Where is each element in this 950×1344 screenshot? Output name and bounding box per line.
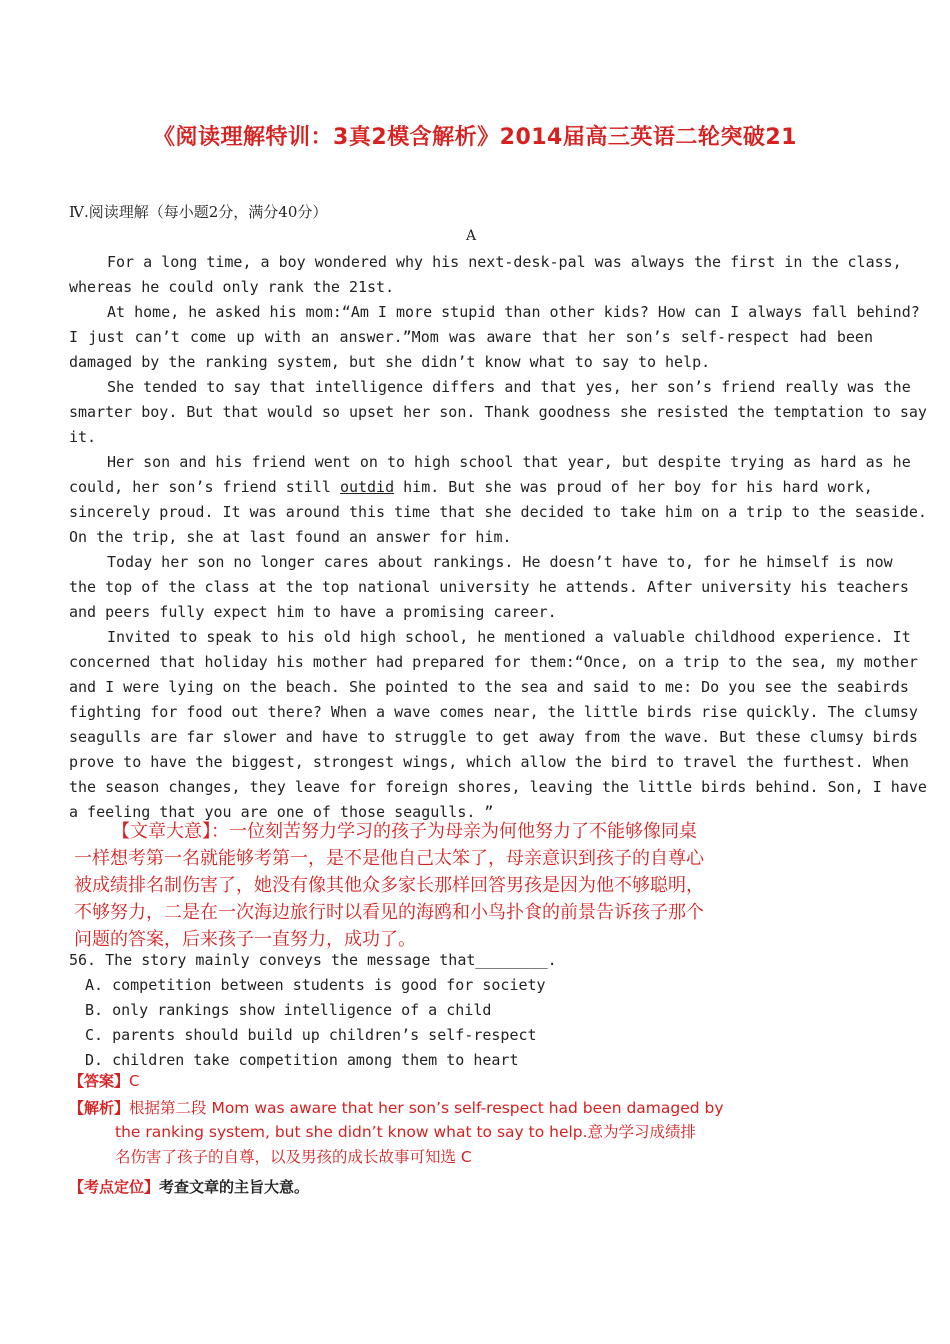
summary-text: ：一位刻苦努力学习的孩子为母亲为何他努力了不能够像同桌 [211, 821, 697, 842]
passage-line: concerned that holiday his mother had prepared for them:“Once, on a trip to the sea, my mother [69, 653, 918, 671]
passage-line: damaged by the ranking system, but she didn’t know what to say to help. [69, 353, 711, 371]
passage-line: whereas he could only rank the 21st. [69, 278, 395, 296]
analysis-line: the ranking system, but she didn’t know what to say to help.意为学习成绩排 [115, 1123, 697, 1141]
passage-line: I just can’t come up with an answer.”Mom was aware that her son’s self-respect had been [69, 328, 873, 346]
page-title: 《阅读理解特训：3真2模含解析》2014届高三英语二轮突破21 [153, 125, 797, 150]
passage-line: fighting for food out there? When a wave comes near, the little birds rise quickly. The clumsy [69, 703, 918, 721]
option-d: D. children take competition among them to heart [85, 1051, 519, 1069]
passage-line: For a long time, a boy wondered why his next-desk-pal was always the first in the class, [107, 253, 902, 271]
passage-line: Invited to speak to his old high school, he mentioned a valuable childhood experience. It [107, 628, 911, 646]
summary-tag: 【文章大意】 [112, 821, 211, 842]
underlined-word: outdid [339, 478, 395, 496]
passage-line: prove to have the biggest, strongest wings, which allow the bird to travel the furthest. When [69, 753, 909, 771]
answer-row [69, 1070, 140, 1092]
passage-line: and I were lying on the beach. She pointed to the sea and said to me: Do you see the seabirds [69, 678, 909, 696]
passage-text: could, her son’s friend still [69, 478, 340, 496]
question-stem: 56. The story mainly conveys the message that________. [69, 951, 557, 969]
passage-text: him. But she was proud of her boy for his hard work, [394, 478, 873, 496]
section-heading: Ⅳ.阅读理解（每小题2分，满分40分） [69, 203, 328, 221]
passage-label: A [466, 228, 477, 244]
passage-line: She tended to say that intelligence differs and that yes, her son’s friend really was the [107, 378, 911, 396]
analysis-line: 根据第二段 Mom was aware that her son’s self-respect had been damaged by [129, 1099, 724, 1117]
summary-line [74, 818, 764, 845]
passage-line: Her son and his friend went on to high school that year, but despite trying as hard as he [107, 453, 911, 471]
passage-line: On the trip, she at last found an answer for him. [69, 528, 512, 546]
passage-line: seagulls are far slower and have to struggle to get away from the wave. But these clumsy birds [69, 728, 918, 746]
analysis-line: 名伤害了孩子的自尊，以及男孩的成长故事可知选 C [115, 1148, 472, 1166]
article-summary [74, 818, 764, 953]
option-a: A. competition between students is good for society [85, 976, 546, 994]
analysis-tag: 【解析】 [69, 1099, 130, 1117]
locate-tag: 【考点定位】 [69, 1178, 160, 1196]
passage-line: the season changes, they leave for foreign shores, leaving the little birds behind. Son, I have [69, 778, 927, 796]
answer-value: C [129, 1072, 140, 1090]
summary-line: 问题的答案，后来孩子一直努力，成功了。 [74, 929, 416, 950]
summary-line: 被成绩排名制伤害了，她没有像其他众多家长那样回答男孩是因为他不够聪明， [74, 875, 704, 896]
passage-line: sincerely proud. It was around this time that she decided to take him on a trip to the seaside. [69, 503, 927, 521]
passage-line: Today her son no longer cares about rankings. He doesn’t have to, for he himself is now [107, 553, 893, 571]
passage-line-underlined [69, 475, 873, 500]
passage-line: At home, he asked his mom:“Am I more stupid than other kids? How can I always fall behind? [107, 303, 920, 321]
option-b: B. only rankings show intelligence of a child [85, 1001, 492, 1019]
locate-row [69, 1176, 309, 1198]
passage-line: the top of the class at the top national university he attends. After university his teachers [69, 578, 909, 596]
answer-tag: 【答案】 [69, 1072, 130, 1090]
summary-line: 不够努力，二是在一次海边旅行时以看见的海鸥和小鸟扑食的前景告诉孩子那个 [74, 902, 704, 923]
passage-line: and peers fully expect him to have a promising career. [69, 603, 557, 621]
option-c: C. parents should build up children’s self-respect [85, 1026, 537, 1044]
passage-line: a feeling that you are one of those seagulls. ” [69, 803, 494, 821]
analysis-row [69, 1095, 724, 1121]
passage-line: smarter boy. But that would so upset her son. Thank goodness she resisted the temptation to say [69, 403, 927, 421]
passage-line: it. [69, 428, 97, 446]
summary-line: 一样想考第一名就能够考第一，是不是他自己太笨了，母亲意识到孩子的自尊心 [74, 848, 704, 869]
locate-text: 考查文章的主旨大意。 [159, 1178, 310, 1196]
